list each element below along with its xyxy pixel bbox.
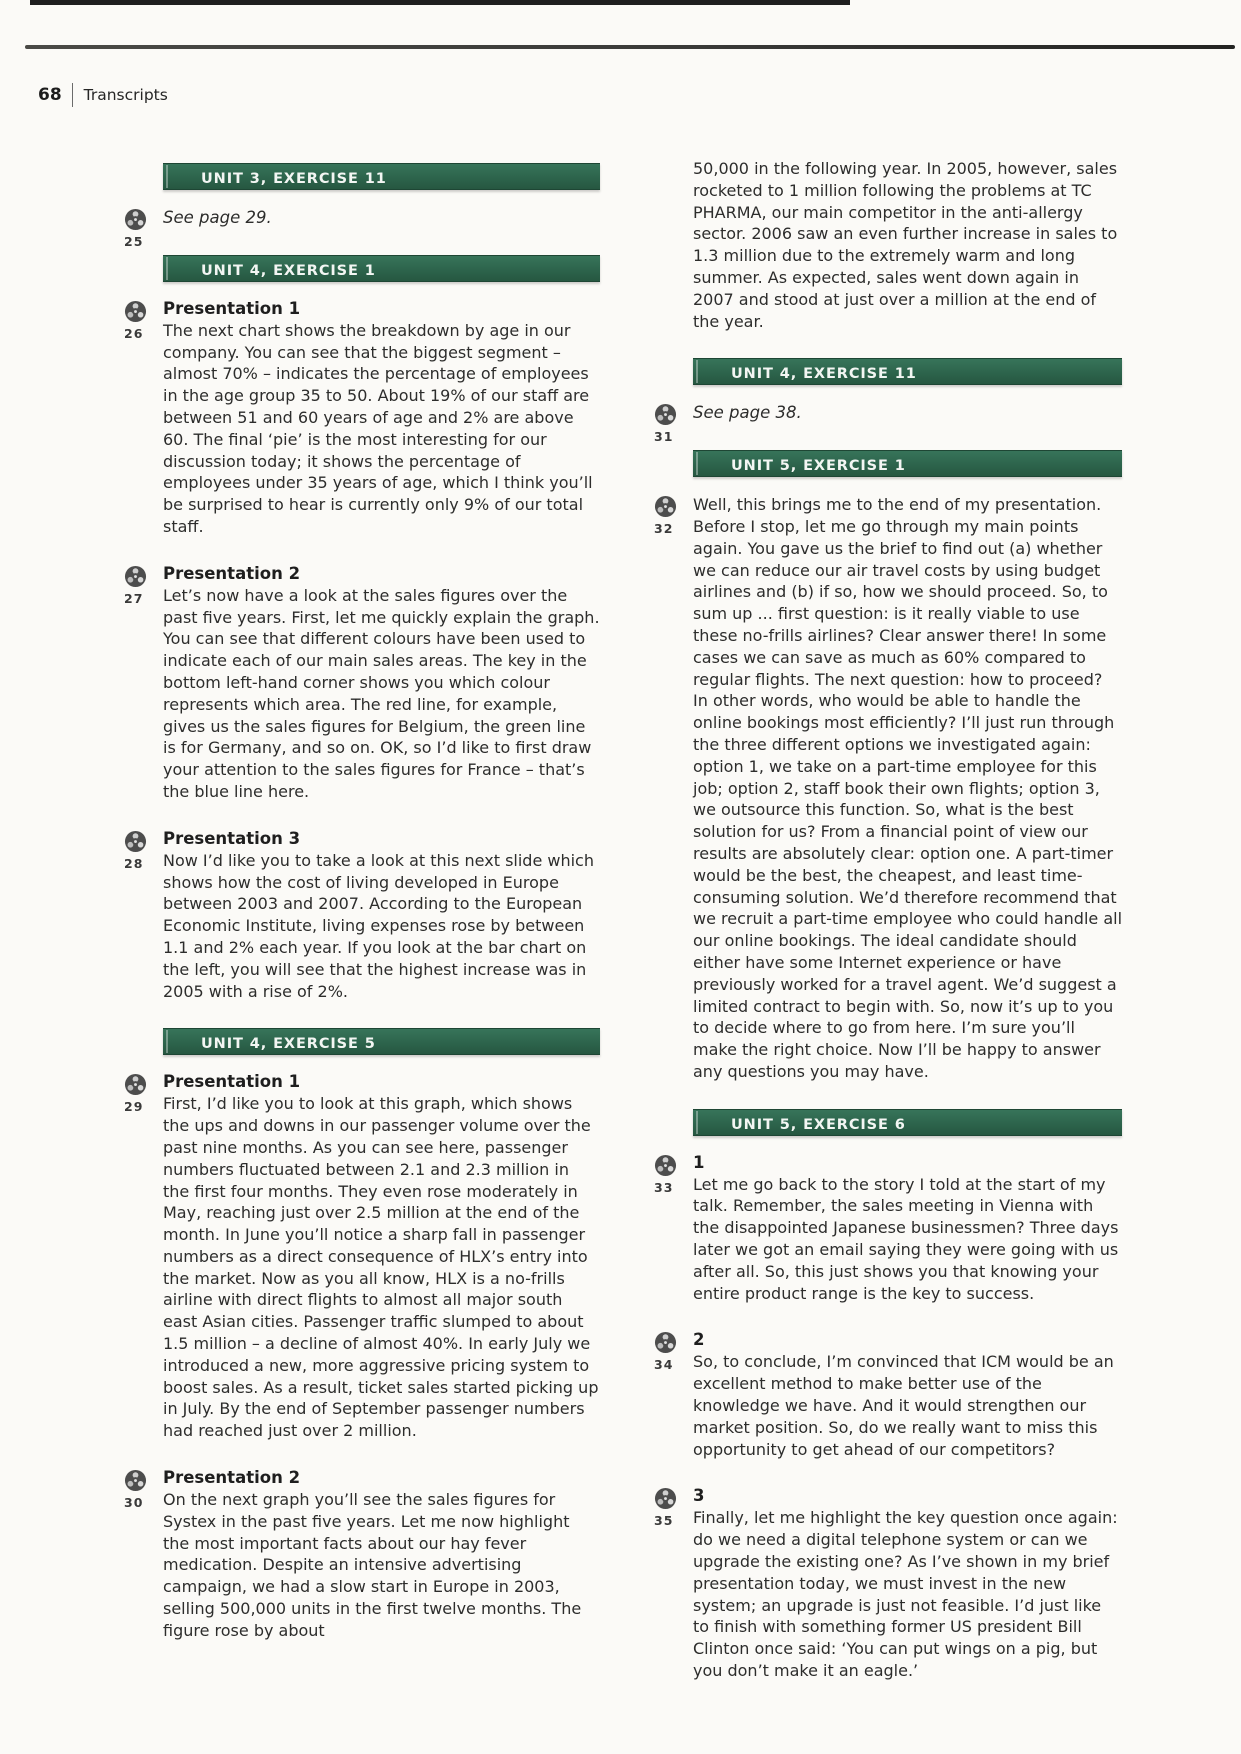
transcript-item bbox=[124, 828, 600, 1003]
transcript-body bbox=[693, 1486, 1122, 1681]
scan-edge-strip bbox=[30, 0, 850, 5]
unit-header-bar bbox=[693, 1109, 1122, 1136]
track-number: 31 bbox=[654, 429, 674, 445]
transcript-text: Now I’d like you to take a look at this next slide which shows how the cost of living developed in Europe between 2003 and 2007. According to the European Economic Institute, living expenses rose by between 1.1 and 2% each year. If you look at the bar chart on the left, you will see that the highest increase was in 2005 with a rise of 2%. bbox=[163, 850, 594, 1001]
transcript-item bbox=[654, 1486, 1122, 1681]
track-number: 30 bbox=[124, 1495, 144, 1511]
track-number: 29 bbox=[124, 1099, 144, 1115]
transcript-body bbox=[163, 829, 600, 1003]
unit-header-bar bbox=[693, 358, 1122, 385]
transcript-title: 3 bbox=[693, 1486, 705, 1506]
track-gutter bbox=[652, 403, 686, 444]
header-rule bbox=[25, 45, 1235, 49]
cd-disc-icon bbox=[124, 1073, 147, 1096]
column-right bbox=[654, 158, 1123, 1708]
transcript-text: Let’s now have a look at the sales figures over the past five years. First, let me quickly explain the graph. You can see that different colours have been used to indicate each of our main sales areas. The key in the bottom left-hand corner shows you which colour represents which area. The red line, for example, gives us the sales figures for Belgium, the green line is for Germany, and so on. OK, so I’d like to first draw your attention to the sales figures for France – that’s the blue line here. bbox=[163, 585, 600, 801]
transcript-body bbox=[163, 1072, 600, 1442]
unit-header-label: UNIT 3, EXERCISE 11 bbox=[201, 171, 387, 187]
track-number: 28 bbox=[124, 855, 144, 871]
unit-header-label: UNIT 5, EXERCISE 1 bbox=[731, 458, 906, 475]
unit-header-label: UNIT 4, EXERCISE 1 bbox=[201, 262, 376, 279]
track-gutter bbox=[652, 1154, 686, 1195]
transcript-item bbox=[654, 494, 1123, 1083]
transcript-title: 2 bbox=[693, 1330, 705, 1350]
track-gutter bbox=[652, 1487, 686, 1528]
track-gutter bbox=[122, 300, 156, 341]
transcript-body bbox=[163, 564, 600, 803]
transcript-text: The next chart shows the breakdown by age in our company. You can see that the biggest segment – almost 70% – indicates the percentage of employees in the age group 35 to 50. About 19% of our staff are between 51 and 60 years of age and 2% are above 60. The final ‘pie’ is the most interesting for our discussion today; it shows the percentage of employees under 35 years of age, which I think you’ll be surprised to hear is currently only 9% of our total staff. bbox=[163, 320, 593, 536]
track-number: 32 bbox=[654, 521, 674, 537]
transcript-item bbox=[654, 402, 1122, 445]
transcript-item bbox=[124, 1468, 600, 1642]
transcript-text: Finally, let me highlight the key question once again: do we need a digital telephone system or can we upgrade the existing one? As I’ve shown in my brief presentation today, we must invest in the new system; an upgrade is just not feasible. I’d just like to finish with something former US president Bill Clinton once said: ‘You can put wings on a pig, but you don’t make it an eagle.’ bbox=[693, 1508, 1118, 1681]
transcript-text: Well, this brings me to the end of my presentation. Before I stop, let me go through my main points again. You gave us the brief to find out (a) whether we can reduce our air travel costs by using budget airlines and (b) if so, how we should proceed. So, to sum up ... first question: is it really viable to use these no-frills airlines? Clear answer there! In some cases we can save as much as 60% compared to regular flights. The next question: how to proceed? In other words, who would be able to handle the online bookings most efficiently? I’ll just run through the three different options we investigated again: option 1, we take on a part-time employee for this job; option 2, staff book their own flights; option 3, we outsource this function. So, what is the best solution for us? From a financial point of view our results are absolutely clear: option one. A part-timer would be the best, the cheapest, and least time-consuming solution. We’d therefore recommend that we recruit a part-time employee who could handle all our online bookings. The ideal candidate should either have some Internet experience or have previously worked for a travel agent. We’d suggest a limited contract to begin with. So, now it’s up to you to decide where to go from here. I’m sure you’ll make the right choice. Now I’ll be happy to answer any questions you may have. bbox=[693, 495, 1123, 1081]
unit-header-bar bbox=[163, 163, 600, 190]
track-gutter bbox=[122, 1073, 156, 1114]
track-number: 25 bbox=[124, 234, 144, 249]
unit-header-bar bbox=[693, 450, 1122, 477]
transcript-body bbox=[163, 299, 600, 538]
unit-header-label: UNIT 4, EXERCISE 5 bbox=[201, 1036, 376, 1053]
transcript-body bbox=[693, 158, 1122, 332]
transcript-item bbox=[124, 207, 600, 249]
track-number: 35 bbox=[654, 1513, 674, 1529]
transcript-title: Presentation 3 bbox=[163, 828, 301, 848]
transcript-item bbox=[693, 158, 1122, 332]
track-number: 34 bbox=[654, 1357, 674, 1373]
transcript-text: Let me go back to the story I told at the start of my talk. Remember, the sales meeting in Vienna with the disappointed Japanese businessmen? Three days later we got an email saying they were going with us after all. So, this just shows you that knowing your entire product range is the key to success. bbox=[693, 1174, 1119, 1303]
column-left bbox=[124, 158, 600, 1668]
transcript-text: So, to conclude, I’m convinced that ICM would be an excellent method to make better use of the knowledge we have. And it would strengthen our market position. So, do we really want to miss this opportunity to get ahead of our competitors? bbox=[693, 1352, 1114, 1459]
track-gutter bbox=[122, 208, 156, 249]
cd-disc-icon bbox=[654, 495, 677, 518]
transcript-item bbox=[124, 1072, 600, 1442]
cd-disc-icon bbox=[654, 1154, 677, 1177]
track-gutter bbox=[652, 495, 686, 536]
transcript-item bbox=[124, 563, 600, 803]
transcript-body bbox=[163, 1468, 600, 1642]
page-number: 68 bbox=[38, 85, 62, 105]
transcript-title: Presentation 1 bbox=[163, 1072, 301, 1092]
cd-disc-icon bbox=[654, 1487, 677, 1510]
cd-disc-icon bbox=[124, 208, 147, 231]
page-header bbox=[38, 83, 168, 107]
transcript-item bbox=[124, 298, 600, 538]
transcript-body bbox=[693, 1153, 1122, 1305]
transcript-text: See page 38. bbox=[693, 403, 802, 423]
transcript-text: 50,000 in the following year. In 2005, however, sales rocketed to 1 million following the problems at TC PHARMA, our main competitor in the anti-allergy sector. 2006 saw an even further increase in sales to 1.3 million due to the extremely warm and long summer. As expected, sales went down again in 2007 and stood at just over a million at the end of the year. bbox=[693, 159, 1118, 331]
track-number: 33 bbox=[654, 1179, 674, 1195]
transcript-item bbox=[654, 1152, 1122, 1305]
cd-disc-icon bbox=[124, 565, 147, 588]
transcript-title: Presentation 2 bbox=[163, 563, 301, 583]
cd-disc-icon bbox=[124, 1469, 147, 1492]
transcript-body bbox=[693, 494, 1122, 1083]
track-gutter bbox=[652, 1331, 686, 1372]
cd-disc-icon bbox=[124, 830, 147, 853]
transcript-text: See page 29. bbox=[163, 208, 272, 227]
track-number: 26 bbox=[124, 325, 144, 341]
cd-disc-icon bbox=[124, 300, 147, 323]
transcript-title: Presentation 1 bbox=[163, 298, 301, 318]
unit-header-bar bbox=[163, 1028, 600, 1055]
track-gutter bbox=[122, 565, 156, 606]
unit-header-bar bbox=[163, 255, 600, 282]
header-divider bbox=[72, 83, 73, 107]
unit-header-label: UNIT 4, EXERCISE 11 bbox=[731, 366, 917, 383]
transcript-body bbox=[693, 402, 1122, 424]
cd-disc-icon bbox=[654, 403, 677, 426]
transcript-title: Presentation 2 bbox=[163, 1468, 301, 1488]
transcript-item bbox=[654, 1330, 1122, 1460]
transcript-text: On the next graph you’ll see the sales figures for Systex in the past five years. Let me now highlight the most important facts about our hay fever medication. Despite an intensive advertising campaign, we had a slow start in Europe in 2003, selling 500,000 units in the first twelve months. The figure rose by about bbox=[163, 1490, 582, 1640]
page-section-title: Transcripts bbox=[83, 86, 168, 104]
track-number: 27 bbox=[124, 590, 144, 606]
transcript-text: First, I’d like you to look at this graph, which shows the ups and downs in our passenger volume over the past nine months. As you can see here, passenger numbers fluctuated between 2.1 and 2.3 million in the first four months. They even rose moderately in May, reaching just over 2.5 million at the end of the month. In June you’ll notice a sharp fall in passenger numbers as a direct consequence of HLX’s entry into the market. Now as you all know, HLX is a no-frills airline with direct flights to almost all major south east Asian cities. Passenger traffic slumped to about 1.5 million – a decline of almost 40%. In early July we introduced a new, more aggressive pricing system to boost sales. As a result, ticket sales started picking up in July. By the end of September passenger numbers had reached just over 2 million. bbox=[163, 1094, 599, 1441]
track-gutter bbox=[122, 830, 156, 871]
transcript-body bbox=[693, 1330, 1122, 1460]
track-gutter bbox=[122, 1469, 156, 1510]
cd-disc-icon bbox=[654, 1331, 677, 1354]
unit-header-label: UNIT 5, EXERCISE 6 bbox=[731, 1116, 906, 1133]
transcript-body bbox=[163, 207, 600, 229]
transcript-title: 1 bbox=[693, 1152, 705, 1172]
